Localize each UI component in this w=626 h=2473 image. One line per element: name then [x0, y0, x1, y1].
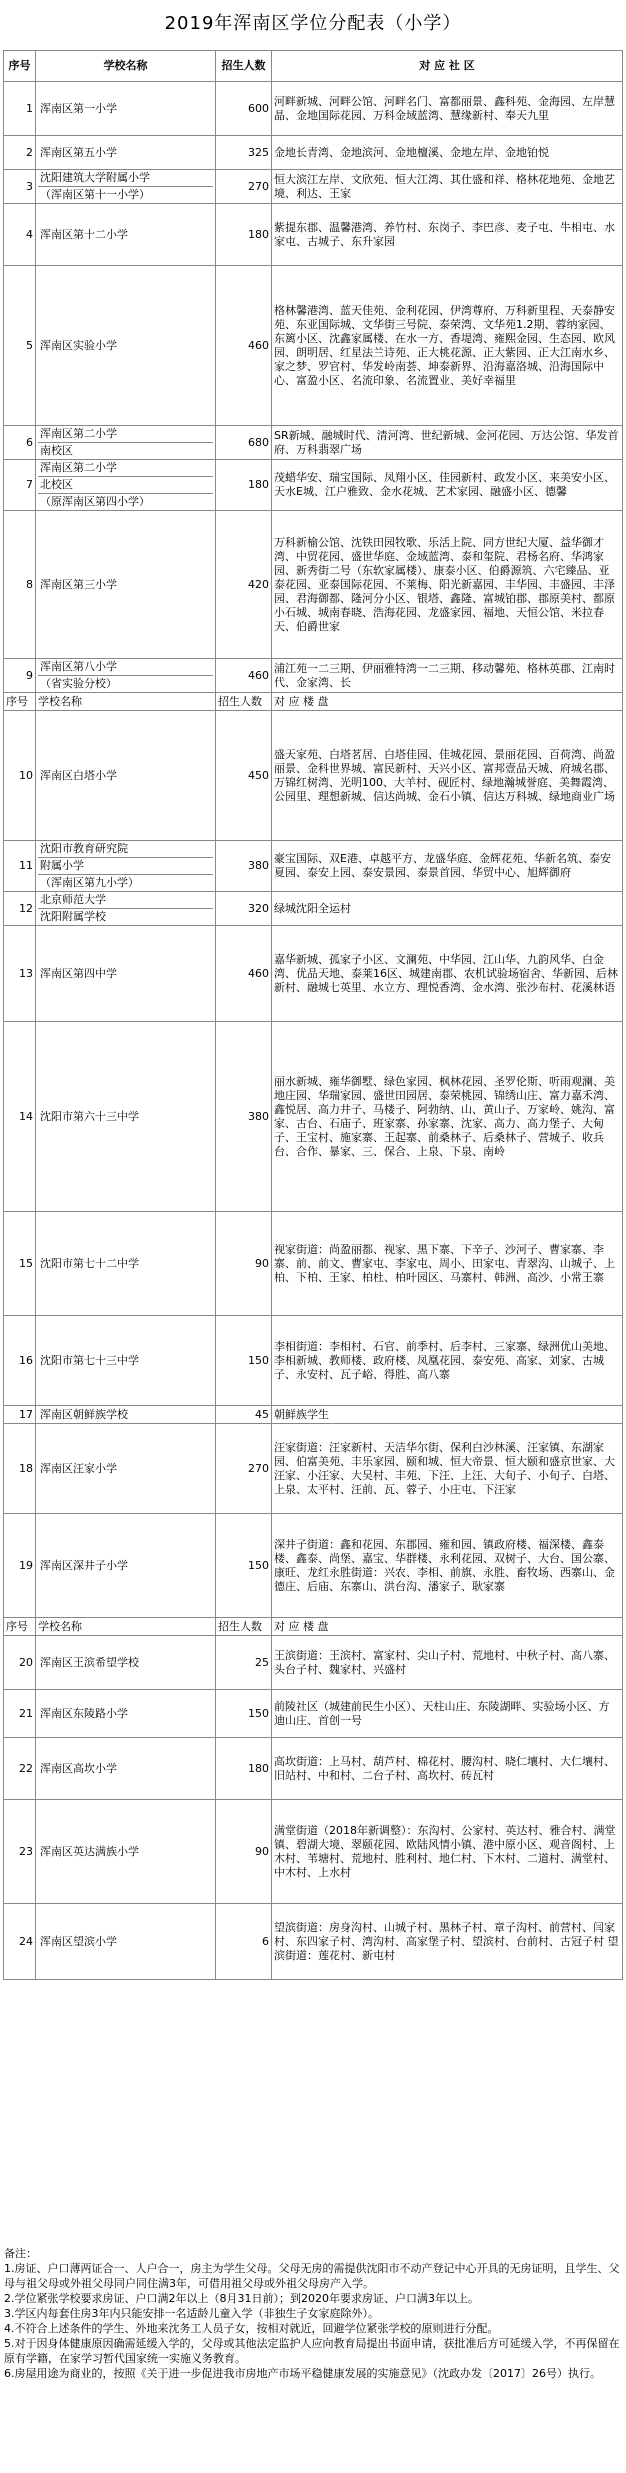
enrollment-count: 180 [216, 460, 272, 511]
row-number: 16 [4, 1316, 36, 1406]
district-list: 金地长青湾、金地滨河、金地檀溪、金地左岸、金地铂悦 [272, 136, 623, 170]
school-name-line: 浑南区东陵路小学 [40, 1706, 128, 1720]
school-name [36, 1738, 216, 1800]
section-header-3 [4, 1618, 623, 1636]
table-row [4, 1424, 623, 1514]
school-name [36, 1316, 216, 1406]
table-row [4, 511, 623, 659]
school-name-line: 沈阳附属学校 [40, 910, 106, 923]
school-name-line: 浑南区第二小学 [38, 426, 213, 443]
district-list: 格林馨港湾、蓝天佳苑、金利花园、伊湾尊府、万科新里程、天泰静安苑、东亚国际城、文华街三号院、泰荣湾、文华苑1.2期、蓉纳家园、东篱小区、沈鑫家属楼、在水一方、香堤湾、雍熙金园、生态园、欧风园、朗明居、红星法兰诗苑、正大桃花源、正大紫园、正大江南水乡、家之梦、罗官村、华发岭南荟、坤泰新界、沿海嘉洛城、沿海国际中心、富盈小区、名流印象、名流置业、美好幸福里 [272, 266, 623, 426]
school-name-line: 浑南区第一小学 [40, 101, 117, 115]
school-name [36, 426, 216, 460]
school-name-line: 沈阳市教育研究院 [38, 841, 213, 858]
row-number: 18 [4, 1424, 36, 1514]
school-name-line: （浑南区第十一小学） [40, 188, 150, 201]
section-header-3-school: 学校名称 [36, 1618, 216, 1636]
header-area: 对 应 社 区 [272, 51, 623, 82]
row-number: 22 [4, 1738, 36, 1800]
school-name [36, 1406, 216, 1424]
enrollment-count: 380 [216, 841, 272, 892]
table-row [4, 1636, 623, 1690]
note-line: 2.学位紧张学校要求房证、户口满2年以上（8月31日前）；到2020年要求房证、户口满3年以上。 [4, 2292, 479, 2305]
district-list: 高坎街道：上马村、葫芦村、棉花村、腰沟村、晓仁壤村、大仁壤村、旧站村、中和村、二台子村、高坎村、砖瓦村 [272, 1738, 623, 1800]
row-number: 7 [4, 460, 36, 511]
section-header-3-area: 对 应 楼 盘 [272, 1618, 623, 1636]
table-row [4, 1022, 623, 1212]
enrollment-count: 420 [216, 511, 272, 659]
section-header-3-count: 招生人数 [216, 1618, 272, 1636]
district-list: 丽水新城、雍华御墅、绿色家园、枫林花园、圣罗伦斯、听雨观澜、美地庄园、华瑞家园、盛世田园居、泰荣桃园、锦绣山庄、富力嘉禾湾、鑫悦居、高力井子、马楼子、阿勃纳、山、黄山子、万家岭、姚沟、富家、古台、石庙子、班家寨、孙家寨、沈家、高力、高力堡子、大甸子、王宝村、施家寨、王起寨、前桑林子、后桑林子、营城子、收兵台、合作、暴家、三、保合、上泉、下泉、南岭 [272, 1022, 623, 1212]
district-list: 紫提东郡、温馨港湾、养竹村、东岗子、李巴彦、麦子屯、牛相屯、水家屯、古城子、东升家园 [272, 204, 623, 266]
school-name [36, 926, 216, 1022]
school-name-line: 浑南区实验小学 [40, 338, 117, 352]
table-row [4, 204, 623, 266]
table-row [4, 1690, 623, 1738]
enrollment-count: 600 [216, 82, 272, 136]
school-name [36, 204, 216, 266]
row-number: 12 [4, 892, 36, 926]
table-row [4, 1738, 623, 1800]
table-row [4, 1316, 623, 1406]
row-number: 5 [4, 266, 36, 426]
row-number: 13 [4, 926, 36, 1022]
header-no: 序号 [4, 51, 36, 82]
school-name-line: 浑南区深井子小学 [40, 1558, 128, 1572]
table-row [4, 892, 623, 926]
row-number: 4 [4, 204, 36, 266]
enrollment-count: 380 [216, 1022, 272, 1212]
district-list: 朝鲜族学生 [272, 1406, 623, 1424]
school-name-line: （原浑南区第四小学） [40, 495, 150, 508]
row-number: 24 [4, 1904, 36, 1980]
school-name-line: 浑南区第四中学 [40, 966, 117, 980]
table-row [4, 659, 623, 693]
school-name-line: 浑南区第十二小学 [40, 227, 128, 241]
row-number: 14 [4, 1022, 36, 1212]
district-list: 茂蜡华安、瑞宝国际、凤翔小区、佳园新村、政发小区、来美安小区、天水E城、江户雅致、金水花城、艺术家园、融盛小区、德馨 [272, 460, 623, 511]
school-name-line: 北校区 [38, 477, 213, 494]
enrollment-count: 270 [216, 170, 272, 204]
enrollment-count: 150 [216, 1690, 272, 1738]
school-name-line: 浑南区王滨希望学校 [40, 1655, 139, 1669]
row-number: 6 [4, 426, 36, 460]
school-name-line: （浑南区第九小学） [40, 876, 139, 889]
school-name [36, 1800, 216, 1904]
school-name [36, 1212, 216, 1316]
school-name-line: 南校区 [40, 444, 73, 457]
school-name-line: 沈阳市第七十三中学 [40, 1353, 139, 1367]
district-list: 盛天家苑、白塔茗居、白塔佳园、佳城花园、景丽花园、百荷湾、尚盈丽景、金科世界城、富民新村、天兴小区、富邦壹品天城、府城名郡、万锦红树湾、光明100、大羊村、砚匠村、绿地瀚城誉庭、美舞霞湾、公园里、理想新城、信达尚城、金石小镇、信达万科城、绿地商业广场 [272, 711, 623, 841]
enrollment-count: 150 [216, 1316, 272, 1406]
page-title: 2019年浑南区学位分配表（小学） [164, 13, 462, 34]
enrollment-count: 180 [216, 1738, 272, 1800]
school-name-line: 北京师范大学 [38, 892, 213, 909]
notes-section [4, 2246, 620, 2381]
section-header-2-no: 序号 [4, 693, 36, 711]
district-list: 汪家街道：汪家新村、天洁华尔街、保利白沙林溪、汪家镇、东湖家园、伯富美苑、丰乐家园、颐和城、恒大帝景、恒大颐和盛京世家、大汪家、小汪家、大吴村、丰苑、下汪、上汪、大旬子、小旬子、白塔、上泉、太平村、汪前、瓦、蓉子、小庄屯、下汪家 [272, 1424, 623, 1514]
note-line: 6.房屋用途为商业的，按照《关于进一步促进我市房地产市场平稳健康发展的实施意见》（沈政办发〔2017〕26号）执行。 [4, 2367, 601, 2380]
row-number: 23 [4, 1800, 36, 1904]
school-name [36, 170, 216, 204]
school-name-line: 沈阳市第六十三中学 [40, 1109, 139, 1123]
enrollment-count: 450 [216, 711, 272, 841]
table-row [4, 711, 623, 841]
school-name-line: （省实验分校） [40, 677, 117, 690]
table-row [4, 1212, 623, 1316]
row-number: 2 [4, 136, 36, 170]
district-list: 深井子街道：鑫和花园、东郡园、雍和园、镇政府楼、福深楼、鑫泰楼、鑫泰、尚堡、嘉宝、华群楼、永利花园、双树子、大台、国公寨、康旺、龙红永胜街道：兴农、李相、前旗、永胜、畜牧场、西寨山、金德庄、后庙、东寨山、洪台沟、潘家子、耿家寨 [272, 1514, 623, 1618]
district-list: 绿城沈阳全运村 [272, 892, 623, 926]
enrollment-count: 90 [216, 1212, 272, 1316]
section-header-3-no: 序号 [4, 1618, 36, 1636]
note-line: 1.房证、户口薄两证合一、人户合一，房主为学生父母。父母无房的需提供沈阳市不动产登记中心开具的无房证明，且学生、父母与祖父母或外祖父母同户同住满3年，可借用祖父母或外祖父母房产入学。 [4, 2262, 620, 2290]
header-count: 招生人数 [216, 51, 272, 82]
school-name [36, 1514, 216, 1618]
district-list: SR新城、融城时代、清河湾、世纪新城、金河花园、万达公馆、华发首府、万科翡翠广场 [272, 426, 623, 460]
district-list: 浦江苑一二三期、伊丽雅特湾一二三期、移动馨苑、格林英郡、江南时代、金家湾、长 [272, 659, 623, 693]
school-name-line: 附属小学 [38, 858, 213, 875]
school-name [36, 1022, 216, 1212]
table-row [4, 1514, 623, 1618]
school-name-line: 沈阳建筑大学附属小学 [38, 170, 213, 187]
allocation-table [3, 50, 623, 1980]
section-header-2-school: 学校名称 [36, 693, 216, 711]
enrollment-count: 180 [216, 204, 272, 266]
section-header-2-count: 招生人数 [216, 693, 272, 711]
enrollment-count: 270 [216, 1424, 272, 1514]
school-name-line: 浑南区白塔小学 [40, 768, 117, 782]
table-row [4, 1406, 623, 1424]
school-name-line: 浑南区望滨小学 [40, 1934, 117, 1948]
row-number: 11 [4, 841, 36, 892]
row-number: 17 [4, 1406, 36, 1424]
school-name [36, 659, 216, 693]
school-name [36, 711, 216, 841]
district-list: 望滨街道：房身沟村、山城子村、黑林子村、章子沟村、前营村、闫家村、东四家子村、湾沟村、高家堡子村、望滨村、台前村、古冠子村 望滨街道：莲花村、新屯村 [272, 1904, 623, 1980]
table-row [4, 426, 623, 460]
school-name [36, 841, 216, 892]
school-name-line: 浑南区汪家小学 [40, 1461, 117, 1475]
row-number: 10 [4, 711, 36, 841]
table-row [4, 841, 623, 892]
enrollment-count: 325 [216, 136, 272, 170]
district-list: 视家街道：尚盈丽都、视家、黑下寨、下辛子、沙河子、曹家寨、李寨、前、前文、曹家屯、李家屯、周小、田家屯、青翠沟、山城子、上柏、下柏、王家、柏杜、柏叶园区、马寨村、韩洲、高沙、小常王寨 [272, 1212, 623, 1316]
enrollment-count: 320 [216, 892, 272, 926]
enrollment-count: 680 [216, 426, 272, 460]
school-name-line: 浑南区第八小学 [38, 659, 213, 676]
school-name-line: 浑南区高坎小学 [40, 1761, 117, 1775]
school-name-line: 浑南区英达满族小学 [40, 1844, 139, 1858]
district-list: 河畔新城、河畔公馆、河畔名门、富都丽景、鑫科苑、金海园、左岸慧晶、金地国际花园、万科金域蓝湾、慧缘新村、奉天九里 [272, 82, 623, 136]
note-line: 3.学区内每套住房3年内只能安排一名适龄儿童入学（非独生子女家庭除外）。 [4, 2307, 379, 2320]
district-list: 万科新榆公馆、沈铁田园牧歌、乐活上院、同方世纪大厦、益华御才湾、中贸花园、盛世华庭、金域蓝湾、泰和玺院、君杨名府、华鸿家园、新秀街二号（东软家属楼）、康泰小区、伯爵源筑、六宅臻品、亚泰花园、亚泰国际花园、不莱梅、阳光新嘉园、丰华园、丰盛园、丰泽园、君海御都、隆河分小区、银塔、鑫隆、富城铂郡、郡原美村、都原小石城、城南春晓、浩海花园、龙盛家园、福地、天恒公馆、米拉春天、伯爵世家 [272, 511, 623, 659]
note-line: 4.不符合上述条件的学生、外地来沈务工人员子女，按相对就近，回避学位紧张学校的原则进行分配。 [4, 2322, 499, 2335]
table-row [4, 1904, 623, 1980]
section-header-2-area: 对 应 楼 盘 [272, 693, 623, 711]
district-list: 前陵社区（城建前民生小区）、天柱山庄、东陵湖畔、实验场小区、方迪山庄、首创一号 [272, 1690, 623, 1738]
school-name [36, 892, 216, 926]
table-row [4, 170, 623, 204]
note-line: 5.对于因身体健康原因确需延缓入学的，父母或其他法定监护人应向教育局提出书面申请，获批准后方可延缓入学，不再保留在原有学籍，在家学习暂代国家统一实施义务教育。 [4, 2337, 620, 2365]
enrollment-count: 460 [216, 926, 272, 1022]
enrollment-count: 6 [216, 1904, 272, 1980]
district-list: 豪宝国际、双E港、卓越平方、龙盛华庭、金辉花苑、华新名筑、泰安夏园、泰安上园、泰安景园、泰景首园、华贸中心、旭辉御府 [272, 841, 623, 892]
row-number: 8 [4, 511, 36, 659]
note-line: 备注： [4, 2247, 37, 2260]
enrollment-count: 150 [216, 1514, 272, 1618]
school-name [36, 266, 216, 426]
table-row [4, 1800, 623, 1904]
district-list: 王滨街道：王滨村、富家村、尖山子村、荒地村、中秋子村、高八寨、头台子村、魏家村、兴盛村 [272, 1636, 623, 1690]
table-row [4, 136, 623, 170]
school-name [36, 1690, 216, 1738]
enrollment-count: 25 [216, 1636, 272, 1690]
header-school: 学校名称 [36, 51, 216, 82]
table-row [4, 460, 623, 511]
school-name [36, 460, 216, 511]
district-list: 恒大滨江左岸、文欣苑、恒大江湾、其仕盛和祥、格林花地苑、金地艺境、利达、王家 [272, 170, 623, 204]
school-name-line: 沈阳市第七十二中学 [40, 1256, 139, 1270]
row-number: 1 [4, 82, 36, 136]
school-name [36, 1424, 216, 1514]
school-name [36, 1636, 216, 1690]
row-number: 15 [4, 1212, 36, 1316]
district-list: 满堂街道（2018年新调整）：东沟村、公家村、英达村、雅合村、满堂镇、碧湖大境、翠颐花园、欧陆风情小镇、港中原小区、观音阁村、上木村、苇塘村、荒地村、胜利村、地仁村、下木村、二道村、满堂村、中木村、上水村 [272, 1800, 623, 1904]
school-name [36, 511, 216, 659]
district-list: 嘉华新城、孤家子小区、文澜苑、中华园、江山华、九韵风华、白金湾、优品天地、泰莱16区、城建南郡、农机试验场宿舍、华新园、后林新村、融城七英里、水立方、理悦香湾、金水湾、张沙布村、花溪林语 [272, 926, 623, 1022]
school-name-line: 浑南区第三小学 [40, 577, 117, 591]
row-number: 19 [4, 1514, 36, 1618]
row-number: 3 [4, 170, 36, 204]
row-number: 20 [4, 1636, 36, 1690]
school-name [36, 136, 216, 170]
table-row [4, 926, 623, 1022]
school-name [36, 82, 216, 136]
row-number: 21 [4, 1690, 36, 1738]
school-name [36, 1904, 216, 1980]
school-name-line: 浑南区朝鲜族学校 [40, 1407, 128, 1421]
enrollment-count: 460 [216, 659, 272, 693]
district-list: 李相街道：李相村、石官、前季村、后李村、三家寨、绿洲优山美地、李相新城、教师楼、政府楼、凤凰花园、泰安苑、高家、刘家、古城子、永安村、瓦子峪、得胜、高八寨 [272, 1316, 623, 1406]
table-row [4, 266, 623, 426]
section-header-2 [4, 693, 623, 711]
table-row [4, 82, 623, 136]
enrollment-count: 460 [216, 266, 272, 426]
table-body [4, 82, 623, 1980]
enrollment-count: 90 [216, 1800, 272, 1904]
school-name-line: 浑南区第五小学 [40, 145, 117, 159]
row-number: 9 [4, 659, 36, 693]
table-header [4, 51, 623, 82]
enrollment-count: 45 [216, 1406, 272, 1424]
school-name-line: 浑南区第二小学 [38, 460, 213, 477]
